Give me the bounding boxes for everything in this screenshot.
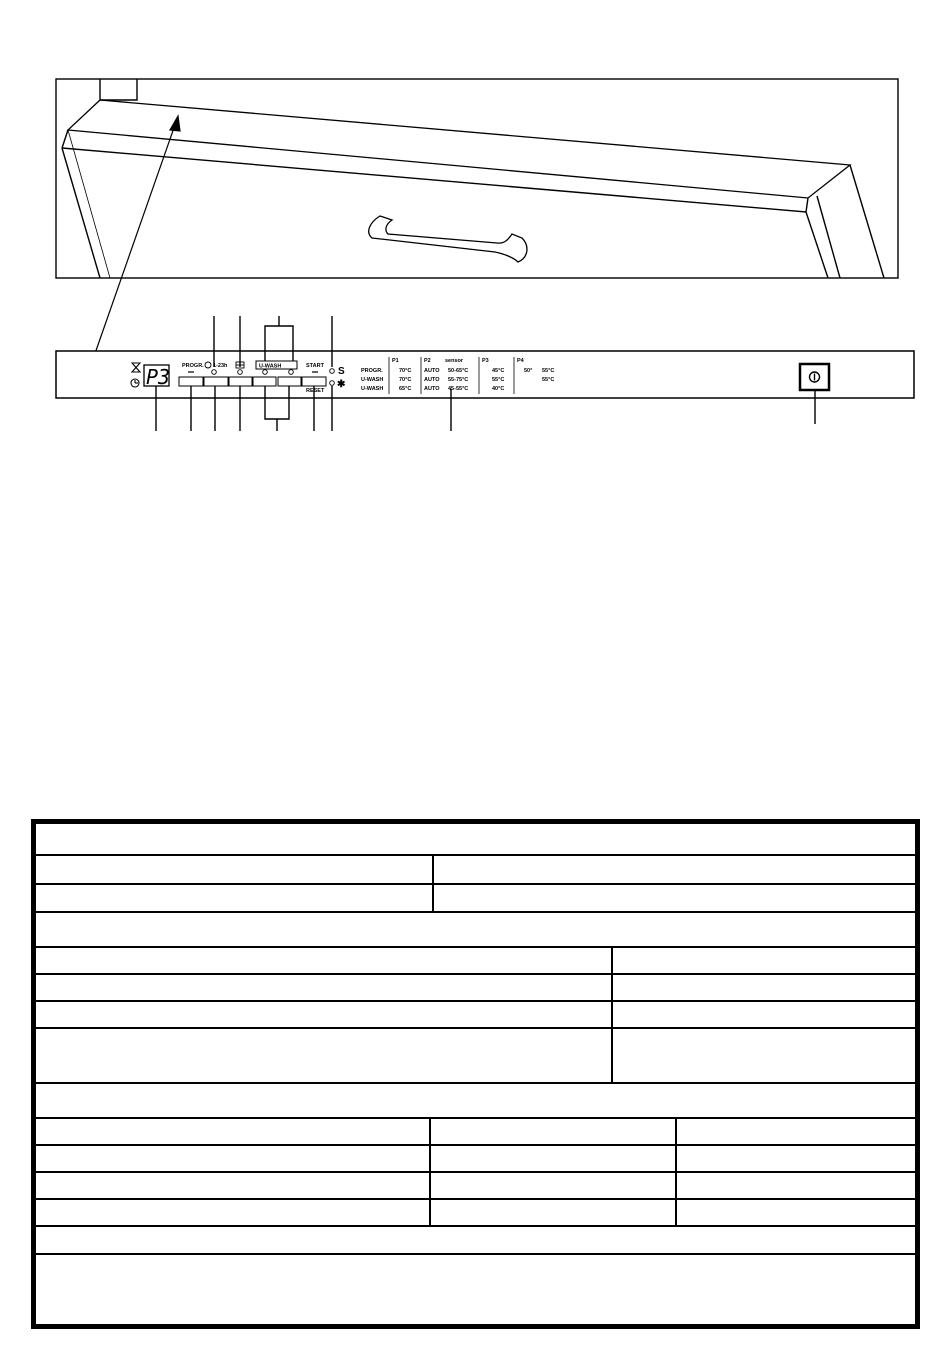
display-value: P3: [146, 365, 171, 389]
grid-r3-c2: AUTO: [424, 386, 440, 392]
table-row: [36, 885, 915, 913]
table-row: [36, 824, 915, 856]
led-salt: [330, 369, 335, 374]
control-panel: [56, 351, 914, 398]
grid-r1-c6: 55°C: [542, 368, 555, 374]
door-handle: [369, 216, 527, 262]
grid-header-p4: P4: [517, 358, 524, 364]
button-uwash-1[interactable]: [253, 377, 276, 386]
grid-r2-c4: 55°C: [492, 377, 505, 383]
door-frame: [56, 79, 898, 278]
led-delay: [212, 370, 217, 375]
table-row: [36, 1084, 915, 1119]
grid-row-label-1: PROGR.: [361, 368, 383, 374]
table-row: [36, 1200, 915, 1227]
table-row: [36, 948, 915, 975]
grid-r3-c1: 65°C: [399, 386, 412, 392]
button-delay[interactable]: [204, 377, 228, 386]
delay-label: 1-23h: [213, 363, 228, 369]
table-row: [36, 1119, 915, 1146]
grid-r1-c4: 45°C: [492, 368, 505, 374]
grid-header-p1: P1: [392, 358, 399, 364]
grid-r1-c2: AUTO: [424, 368, 440, 374]
grid-row-label-2: U-WASH: [361, 377, 384, 383]
grid-row-label-3: U-WASH: [361, 386, 384, 392]
rinse-aid-icon: ✱: [337, 379, 346, 390]
grid-r2-c6: 55°C: [542, 377, 555, 383]
led-uwash-2: [289, 370, 294, 375]
button-uwash-2[interactable]: [278, 377, 301, 386]
table-row: [36, 975, 915, 1002]
grid-r2-c1: 70°C: [399, 377, 412, 383]
reset-label: RESET: [306, 388, 325, 394]
led-rinse-aid: [330, 381, 335, 386]
table-row: [36, 1173, 915, 1200]
grid-r3-c3: 45-55°C: [448, 386, 469, 392]
grid-header-p2: P2: [424, 358, 431, 364]
start-label: START: [306, 363, 324, 369]
grid-header-p3: P3: [482, 358, 489, 364]
grid-r1-c3: 50-65°C: [448, 368, 469, 374]
salt-icon: S: [338, 366, 345, 377]
door-corner-tab: [100, 79, 137, 100]
prog-label: PROGR.: [182, 363, 204, 369]
table-row: [36, 1146, 915, 1173]
button-program[interactable]: [179, 377, 203, 386]
table-row: [36, 913, 915, 948]
grid-r1-c1: 70°C: [399, 368, 412, 374]
table-row: [36, 856, 915, 885]
grid-r3-c4: 40°C: [492, 386, 505, 392]
grid-r2-c3: 55-75°C: [448, 377, 469, 383]
grid-header-sensor: sensor: [445, 358, 464, 364]
door-illustration: [56, 79, 898, 278]
table-row: [36, 1227, 915, 1255]
table-row: [36, 1029, 915, 1084]
led-uwash-1: [263, 370, 268, 375]
uwash-label: U-WASH: [259, 363, 282, 370]
pointer-arrow: [92, 116, 180, 362]
grid-r1-c5: 50°: [524, 368, 533, 374]
table-row: [36, 1255, 915, 1324]
button-start[interactable]: [302, 377, 326, 386]
button-half-load[interactable]: [229, 377, 252, 386]
led-halfload: [238, 370, 243, 375]
table-row: [36, 1002, 915, 1029]
specification-table: [31, 819, 920, 1329]
grid-r2-c2: AUTO: [424, 377, 440, 383]
door-top-edge: [68, 100, 850, 198]
